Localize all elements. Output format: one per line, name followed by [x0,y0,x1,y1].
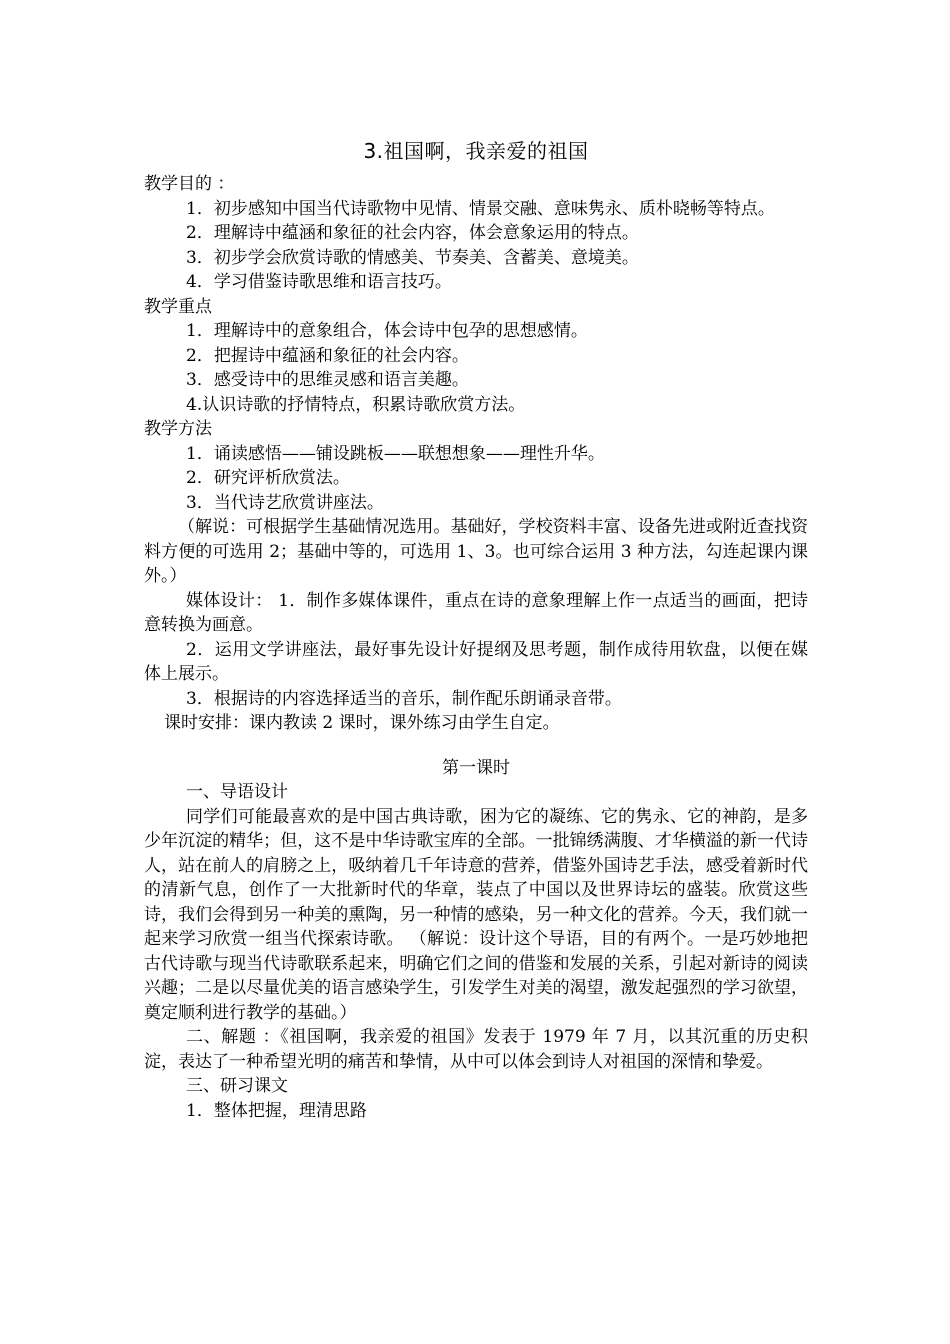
objective-item: 4．学习借鉴诗歌思维和语言技巧。 [186,272,452,292]
methods-note: （解说：可根据学生基础情况选用。基础好，学校资料丰富、设备先进或附近查找资料方便的可选用 2；基础中等的，可选用 1、3。也可综合运用 3 种方法，勾连起课内课外。） [144,517,808,586]
objectives-heading: 教学目的 ： [144,174,235,194]
method-item: 1．诵读感悟——铺设跳板——联想想象——理性升华。 [186,443,605,464]
media-item: 媒体设计： 1．制作多媒体课件，重点在诗的意象理解上作一点适当的画面，把诗意转换为画意。 [144,590,808,635]
intro-heading: 一、导语设计 [186,782,288,802]
document-title: 3.祖国啊，我亲爱的祖国 [363,139,589,163]
objective-item: 1．初步感知中国当代诗歌物中见情、情景交融、意味隽永、质朴晓畅等特点。 [186,198,775,219]
methods-heading: 教学方法 [144,419,212,439]
key-points-heading: 教学重点 [144,296,212,317]
objective-item: 2．理解诗中蕴涵和象征的社会内容，体会意象运用的特点。 [186,223,639,243]
key-point-item: 2．把握诗中蕴涵和象征的社会内容。 [186,345,469,366]
intro-text: 同学们可能最喜欢的是中国古典诗歌，困为它的凝练、它的隽永、它的神韵，是多少年沉淀的精华；但，这不是中华诗歌宝库的全部。一批锦绣满腹、才华横溢的新一代诗人，站在前人的肩膀之上，吸纳着几千年诗意的营养，借鉴外国诗艺手法，感受着新时代的清新气息，创作了一大批新时代的华章，装点了中国以及世界诗坛的盛装。欣赏这些诗，我们会得到另一种美的熏陶，另一种情的感染，另一种文化的营养。今天，我们就一起来学习欣赏一组当代探索诗歌。 （解说：设计这个导语，目的有两个。一是巧妙地把古代诗歌与现当代诗歌联系起来，明确它们之间的借鉴和发展的关系，引起对新诗的阅读兴趣；二是以尽量优美的语言感染学生，引发学生对美的渴望，激发起强烈的学习欲望，奠定顺利进行教学的基础。） [144,806,808,1023]
document-body [144,136,808,1123]
objective-item: 3．初步学会欣赏诗歌的情感美、节奏美、含蓄美、意境美。 [186,247,639,268]
lesson-heading: 第一课时 [442,757,510,778]
title-explain: 二、解题 ：《祖国啊，我亲爱的祖国》发表于 1979 年 7 月，以其沉重的历史积淀，表达了一种希望光明的痛苦和挚情，从中可以体会到诗人对祖国的深情和挚爱。 [144,1027,808,1072]
study-item: 1．整体把握，理清思路 [186,1100,367,1121]
study-heading: 三、研习课文 [186,1076,288,1096]
method-item: 3．当代诗艺欣赏讲座法。 [186,492,384,513]
media-item: 3．根据诗的内容选择适当的音乐，制作配乐朗诵录音带。 [186,688,622,709]
key-point-item: 3．感受诗中的思维灵感和语言美趣。 [186,370,469,390]
schedule-text: 课时安排：课内教读 2 课时，课外练习由学生自定。 [164,713,560,733]
key-point-item: 1．理解诗中的意象组合，体会诗中包孕的思想感情。 [186,321,588,341]
key-point-item: 4.认识诗歌的抒情特点，积累诗歌欣赏方法。 [186,394,526,415]
section-gap [144,736,808,756]
method-item: 2．研究评析欣赏法。 [186,468,350,488]
media-item: 2．运用文学讲座法，最好事先设计好提纲及思考题，制作成待用软盘，以便在媒体上展示。 [144,639,808,684]
